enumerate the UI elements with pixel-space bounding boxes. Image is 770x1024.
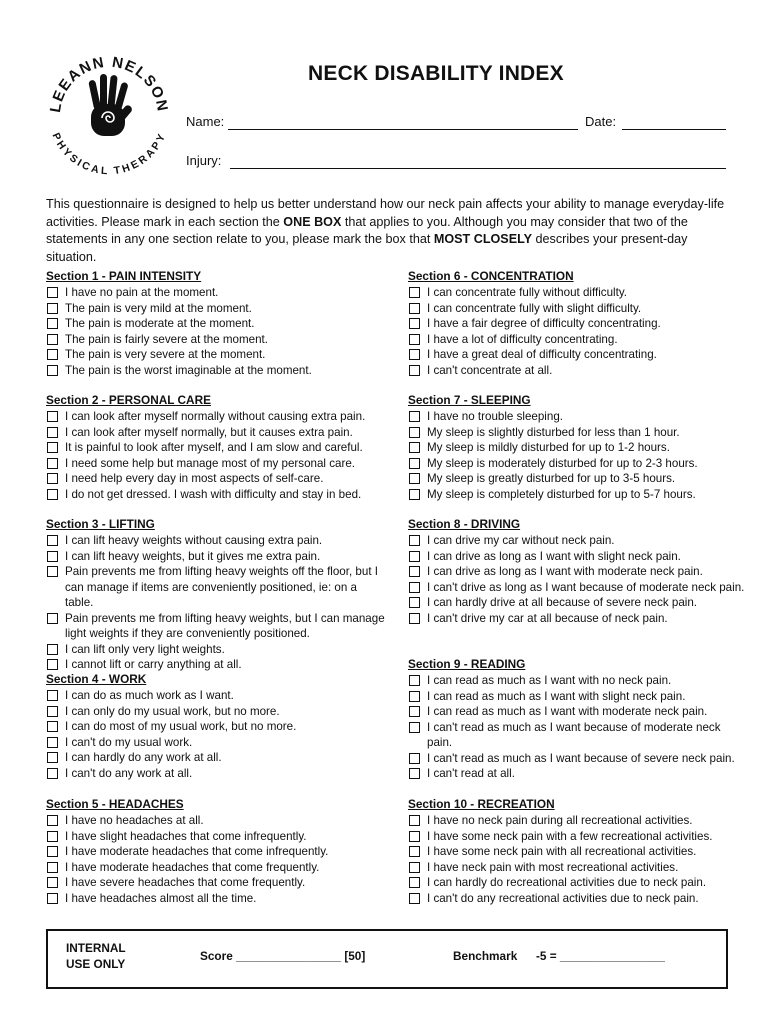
checkbox[interactable]	[47, 862, 58, 873]
option-text: I can read as much as I want with slight neck pain.	[427, 689, 686, 703]
checkbox[interactable]	[47, 846, 58, 857]
checkbox[interactable]	[47, 690, 58, 701]
option-row	[46, 657, 386, 673]
checkbox[interactable]	[47, 473, 58, 484]
option-row	[46, 860, 386, 876]
option-text: I have severe headaches that come frequently.	[65, 876, 306, 889]
option-row	[46, 285, 386, 301]
checkbox[interactable]	[409, 753, 420, 764]
option-row	[46, 440, 386, 456]
section-title: Section 9 - READING	[408, 657, 526, 671]
option-row	[408, 471, 748, 487]
section-title: Section 3 - LIFTING	[46, 517, 155, 531]
instructions-paragraph: This questionnaire is designed to help us better understand how our neck pain affects your ability to manage everyday-life activities. Please mark in each section the ONE BOX that applies to you. Although you may consider that two of the statements in any one section relate to you, please mark the box that MOST CLOSELY describes your present-day situation.	[46, 197, 725, 264]
section-6	[408, 269, 748, 378]
option-row	[46, 347, 386, 363]
option-text: I have slight headaches that come infrequently.	[65, 829, 307, 843]
option-text: I can't read as much as I want because of severe neck pain.	[427, 751, 735, 765]
option-row	[408, 285, 748, 301]
checkbox[interactable]	[409, 691, 420, 702]
option-text: I have no pain at the moment.	[65, 286, 219, 299]
internal-use-box	[46, 929, 728, 989]
option-text: I can lift heavy weights without causing extra pain.	[65, 534, 323, 547]
checkbox[interactable]	[47, 287, 58, 298]
option-text: The pain is moderate at the moment.	[65, 317, 255, 330]
checkbox[interactable]	[409, 442, 420, 453]
logo-text-bottom: PHYSICAL THERAPY	[49, 131, 169, 176]
option-text: I can't do any work at all.	[65, 766, 193, 780]
checkbox[interactable]	[47, 877, 58, 888]
emphasis-most-closely: MOST CLOSELY	[433, 232, 533, 246]
option-row	[46, 642, 386, 658]
section-title: Section 4 - WORK	[46, 672, 147, 686]
option-row	[46, 564, 386, 611]
option-text: I have a fair degree of difficulty concentrating.	[427, 317, 661, 330]
checkbox[interactable]	[409, 768, 420, 779]
checkbox[interactable]	[47, 411, 58, 422]
option-row	[408, 456, 748, 472]
option-row	[46, 766, 386, 782]
checkbox[interactable]	[409, 458, 420, 469]
option-row	[408, 564, 748, 580]
option-row	[408, 409, 748, 425]
benchmark-field[interactable]: -5 = ________________	[536, 949, 665, 963]
section-title: Section 2 - PERSONAL CARE	[46, 393, 211, 407]
checkbox[interactable]	[47, 893, 58, 904]
option-text: I can concentrate fully without difficulty.	[427, 286, 627, 299]
option-text: I can drive as long as I want with slight neck pain.	[427, 549, 681, 563]
option-text: I have moderate headaches that come frequently.	[65, 860, 320, 874]
option-text: I have headaches almost all the time.	[65, 891, 257, 905]
checkbox[interactable]	[409, 597, 420, 608]
checkbox[interactable]	[409, 349, 420, 360]
option-text: I can look after myself normally without causing extra pain.	[65, 410, 366, 423]
option-text: I can read as much as I want with no neck pain.	[427, 674, 672, 687]
injury-label: Injury:	[186, 153, 222, 168]
option-text: I can't read at all.	[427, 767, 515, 780]
checkbox[interactable]	[409, 582, 420, 593]
checkbox[interactable]	[409, 318, 420, 329]
option-row	[46, 409, 386, 425]
checkbox[interactable]	[409, 365, 420, 376]
checkbox[interactable]	[47, 365, 58, 376]
checkbox[interactable]	[409, 489, 420, 500]
option-text: I can read as much as I want with moderate neck pain.	[427, 705, 708, 718]
date-label: Date:	[585, 114, 617, 129]
option-row	[46, 332, 386, 348]
checkbox[interactable]	[409, 334, 420, 345]
checkbox[interactable]	[409, 427, 420, 438]
option-text: I can hardly drive at all because of severe neck pain.	[427, 596, 698, 609]
checkbox[interactable]	[47, 644, 58, 655]
option-row	[46, 829, 386, 845]
checkbox[interactable]	[47, 768, 58, 779]
option-text: I have a lot of difficulty concentrating.	[427, 332, 618, 346]
option-row	[46, 688, 386, 704]
checkbox[interactable]	[47, 721, 58, 732]
option-row	[46, 456, 386, 472]
option-row	[408, 611, 748, 627]
option-row	[408, 720, 748, 751]
option-row	[408, 440, 748, 456]
option-text: I have some neck pain with all recreational activities.	[427, 845, 697, 858]
option-row	[408, 673, 748, 689]
option-text: The pain is fairly severe at the moment.	[65, 332, 268, 346]
checkbox[interactable]	[47, 659, 58, 670]
section-2	[46, 393, 386, 502]
option-row	[46, 875, 386, 891]
option-row	[46, 533, 386, 549]
option-row	[408, 875, 748, 891]
checkbox[interactable]	[47, 489, 58, 500]
checkbox[interactable]	[409, 535, 420, 546]
checkbox[interactable]	[47, 737, 58, 748]
option-text: I can lift heavy weights, but it gives me extra pain.	[65, 549, 321, 563]
option-text: I can hardly do any work at all.	[65, 751, 222, 764]
option-text: I have no trouble sleeping.	[427, 410, 564, 423]
checkbox[interactable]	[409, 551, 420, 562]
option-row	[46, 471, 386, 487]
checkbox[interactable]	[47, 551, 58, 562]
option-row	[46, 611, 386, 642]
checkbox[interactable]	[409, 893, 420, 904]
option-text: The pain is very severe at the moment.	[65, 348, 266, 361]
option-row	[46, 844, 386, 860]
option-text: Pain prevents me from lifting heavy weights, but I can manage light weights if they are conveniently positioned.	[65, 611, 385, 640]
section-5	[46, 797, 386, 906]
option-text: I can only do my usual work, but no more.	[65, 704, 280, 718]
option-text: My sleep is greatly disturbed for up to 3-5 hours.	[427, 472, 676, 485]
option-text: The pain is the worst imaginable at the moment.	[65, 363, 312, 377]
option-row	[408, 766, 748, 782]
option-text: I can't drive as long as I want because of moderate neck pain.	[427, 580, 745, 594]
option-row	[408, 301, 748, 317]
option-row	[408, 595, 748, 611]
option-text: My sleep is moderately disturbed for up to 2-3 hours.	[427, 456, 698, 470]
option-row	[46, 487, 386, 503]
checkbox[interactable]	[409, 613, 420, 624]
option-text: I can do most of my usual work, but no more.	[65, 720, 297, 733]
option-row	[46, 425, 386, 441]
section-title: Section 6 - CONCENTRATION	[408, 269, 574, 283]
option-text: I can hardly do recreational activities due to neck pain.	[427, 876, 707, 889]
option-row	[408, 829, 748, 845]
checkbox[interactable]	[47, 535, 58, 546]
option-text: Pain prevents me from lifting heavy weights off the floor, but I can manage if items are conveniently positioned, ie: on a table.	[65, 565, 378, 609]
option-text: I cannot lift or carry anything at all.	[65, 658, 242, 671]
checkbox[interactable]	[409, 675, 420, 686]
option-row	[408, 860, 748, 876]
logo-text-top: LEEANN NELSON	[46, 53, 172, 114]
option-text: I need some help but manage most of my personal care.	[65, 456, 356, 470]
section-title: Section 1 - PAIN INTENSITY	[46, 269, 202, 283]
section-10	[408, 797, 748, 906]
checkbox[interactable]	[409, 862, 420, 873]
option-row	[46, 750, 386, 766]
option-row	[408, 689, 748, 705]
option-row	[408, 549, 748, 565]
option-text: I can't do my usual work.	[65, 735, 193, 749]
checkbox[interactable]	[409, 877, 420, 888]
option-row	[46, 891, 386, 907]
option-row	[408, 704, 748, 720]
section-4	[46, 672, 386, 781]
checkbox[interactable]	[409, 815, 420, 826]
option-row	[408, 316, 748, 332]
checkbox[interactable]	[47, 334, 58, 345]
option-text: I need help every day in most aspects of self-care.	[65, 472, 324, 485]
option-row	[408, 891, 748, 907]
checkbox[interactable]	[409, 411, 420, 422]
option-row	[408, 425, 748, 441]
option-text: I can't drive my car at all because of neck pain.	[427, 611, 668, 625]
checkbox[interactable]	[409, 846, 420, 857]
section-3	[46, 517, 386, 673]
benchmark-label: Benchmark	[453, 949, 518, 963]
form-title: NECK DISABILITY INDEX	[308, 62, 564, 85]
option-row	[46, 316, 386, 332]
checkbox[interactable]	[47, 349, 58, 360]
option-text: I have some neck pain with a few recreational activities.	[427, 829, 713, 843]
option-text: The pain is very mild at the moment.	[65, 301, 252, 315]
option-text: I have neck pain with most recreational activities.	[427, 860, 679, 874]
name-label: Name:	[186, 114, 225, 129]
option-row	[408, 813, 748, 829]
checkbox[interactable]	[409, 473, 420, 484]
checkbox[interactable]	[47, 318, 58, 329]
section-7	[408, 393, 748, 502]
option-text: I can drive as long as I want with moderate neck pain.	[427, 565, 703, 578]
option-row	[408, 844, 748, 860]
section-title: Section 8 - DRIVING	[408, 517, 521, 531]
option-row	[408, 533, 748, 549]
option-row	[408, 363, 748, 379]
option-text: I can do as much work as I want.	[65, 689, 234, 702]
section-1	[46, 269, 386, 378]
name-field[interactable]	[228, 129, 578, 130]
checkbox[interactable]	[47, 613, 58, 624]
option-text: I can drive my car without neck pain.	[427, 534, 615, 547]
date-field[interactable]	[622, 129, 726, 130]
checkbox[interactable]	[47, 303, 58, 314]
option-text: I can't do any recreational activities due to neck pain.	[427, 891, 699, 905]
section-title: Section 10 - RECREATION	[408, 797, 555, 811]
option-text: I have no neck pain during all recreational activities.	[427, 814, 693, 827]
option-row	[46, 363, 386, 379]
checkbox[interactable]	[409, 287, 420, 298]
option-row	[408, 347, 748, 363]
checkbox[interactable]	[47, 815, 58, 826]
checkbox[interactable]	[47, 752, 58, 763]
section-title: Section 5 - HEADACHES	[46, 797, 184, 811]
option-text: I can't read as much as I want because of moderate neck pain.	[427, 720, 721, 749]
section-title: Section 7 - SLEEPING	[408, 393, 531, 407]
checkbox[interactable]	[409, 831, 420, 842]
checkbox[interactable]	[47, 831, 58, 842]
option-row	[46, 301, 386, 317]
checkbox[interactable]	[409, 303, 420, 314]
option-text: I have a great deal of difficulty concentrating.	[427, 348, 657, 361]
option-text: It is painful to look after myself, and I am slow and careful.	[65, 441, 363, 454]
section-9	[408, 657, 748, 782]
option-text: My sleep is mildly disturbed for up to 1-2 hours.	[427, 441, 670, 454]
checkbox[interactable]	[409, 722, 420, 733]
score-field[interactable]: Score ________________ [50]	[200, 949, 366, 963]
option-row	[46, 719, 386, 735]
option-text: My sleep is completely disturbed for up to 5-7 hours.	[427, 487, 696, 501]
hand-icon	[88, 74, 133, 136]
option-row	[408, 751, 748, 767]
option-row	[46, 704, 386, 720]
option-text: I can concentrate fully with slight difficulty.	[427, 301, 642, 315]
option-text: I can't concentrate at all.	[427, 363, 553, 377]
injury-field[interactable]	[230, 168, 726, 169]
checkbox[interactable]	[47, 442, 58, 453]
section-8	[408, 517, 748, 626]
option-text: I have no headaches at all.	[65, 814, 204, 827]
option-row	[46, 735, 386, 751]
checkbox[interactable]	[47, 566, 58, 577]
checkbox[interactable]	[47, 706, 58, 717]
option-text: I can lift only very light weights.	[65, 642, 225, 656]
option-text: I do not get dressed. I wash with difficulty and stay in bed.	[65, 487, 362, 501]
internal-use-label: INTERNAL USE ONLY	[66, 941, 126, 971]
svg-text:PHYSICAL THERAPY	[50, 131, 169, 176]
option-text: My sleep is slightly disturbed for less than 1 hour.	[427, 425, 680, 439]
checkbox[interactable]	[47, 427, 58, 438]
clinic-logo	[44, 46, 174, 176]
checkbox[interactable]	[409, 566, 420, 577]
option-row	[408, 332, 748, 348]
option-text: I have moderate headaches that come infrequently.	[65, 845, 329, 858]
option-row	[408, 487, 748, 503]
checkbox[interactable]	[409, 706, 420, 717]
option-row	[408, 580, 748, 596]
option-row	[46, 813, 386, 829]
emphasis-one-box: ONE BOX	[283, 214, 342, 229]
checkbox[interactable]	[47, 458, 58, 469]
option-text: I can look after myself normally, but it causes extra pain.	[65, 425, 353, 439]
option-row	[46, 549, 386, 565]
